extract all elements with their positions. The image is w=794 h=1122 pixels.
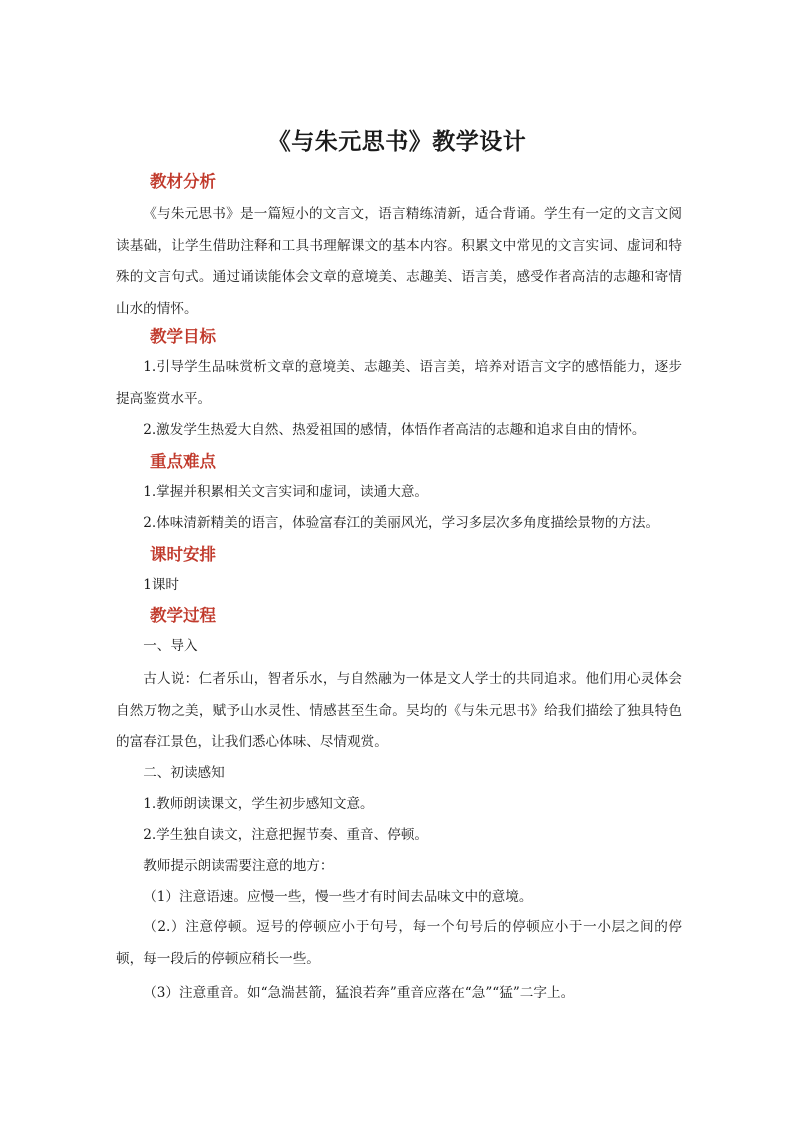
keypoint-item-2: 2.体味清新精美的语言，体验富春江的美丽风光，学习多层次多角度描绘景物的方法。 bbox=[143, 515, 660, 531]
step2-title: 二、初读感知 bbox=[143, 765, 225, 781]
tip-item-1: （1）注意语速。应慢一些，慢一些才有时间去品味文中的意境。 bbox=[143, 889, 533, 905]
tips-intro: 教师提示朗读需要注意的地方： bbox=[143, 858, 334, 874]
step1-title: 一、导入 bbox=[143, 638, 198, 654]
tip-item-2: （2.）注意停顿。逗号的停顿应小于句号，每一个句号后的停顿应小于一小层之间的停顿，每一段后的停顿应稍长一些。 bbox=[116, 919, 682, 967]
goal-item-2: 2.激发学生热爱大自然、热爱祖国的感情，体悟作者高洁的志趣和追求自由的情怀。 bbox=[143, 422, 646, 438]
step1-paragraph: 古人说：仁者乐山，智者乐水，与自然融为一体是文人学士的共同追求。他们用心灵体会自然万物之美，赋予山水灵性、情感甚至生命。吴均的《与朱元思书》给我们描绘了独具特色的富春江景色，让我们悉心体味、尽情观赏。 bbox=[116, 671, 682, 750]
heading-process: 教学过程 bbox=[150, 606, 216, 625]
heading-schedule: 课时安排 bbox=[150, 545, 216, 564]
analysis-paragraph: 《与朱元思书》是一篇短小的文言文，语言精练清新，适合背诵。学生有一定的文言文阅读基础，让学生借助注释和工具书理解课文的基本内容。积累文中常见的文言实词、虚词和特殊的文言句式。通过诵读能体会文章的意境美、志趣美、语言美，感受作者高洁的志趣和寄情山水的情怀。 bbox=[116, 206, 682, 317]
step2-item-2: 2.学生独自读文，注意把握节奏、重音、停顿。 bbox=[143, 827, 429, 843]
schedule-text: 1课时 bbox=[143, 577, 180, 593]
heading-goals: 教学目标 bbox=[150, 327, 216, 346]
heading-analysis: 教材分析 bbox=[150, 172, 216, 191]
document-title: 《与朱元思书》教学设计 bbox=[267, 129, 527, 155]
keypoint-item-1: 1.掌握并积累相关文言实词和虚词，读通大意。 bbox=[143, 484, 429, 500]
step2-item-1: 1.教师朗读课文，学生初步感知文意。 bbox=[143, 796, 374, 812]
goal-item-1: 1.引导学生品味赏析文章的意境美、志趣美、语言美，培养对语言文字的感悟能力，逐步提高鉴赏水平。 bbox=[116, 359, 682, 407]
heading-keypoints: 重点难点 bbox=[150, 452, 216, 471]
tip-item-3: （3）注意重音。如“急湍甚箭，猛浪若奔”重音应落在“急”“猛”二字上。 bbox=[143, 985, 575, 1001]
